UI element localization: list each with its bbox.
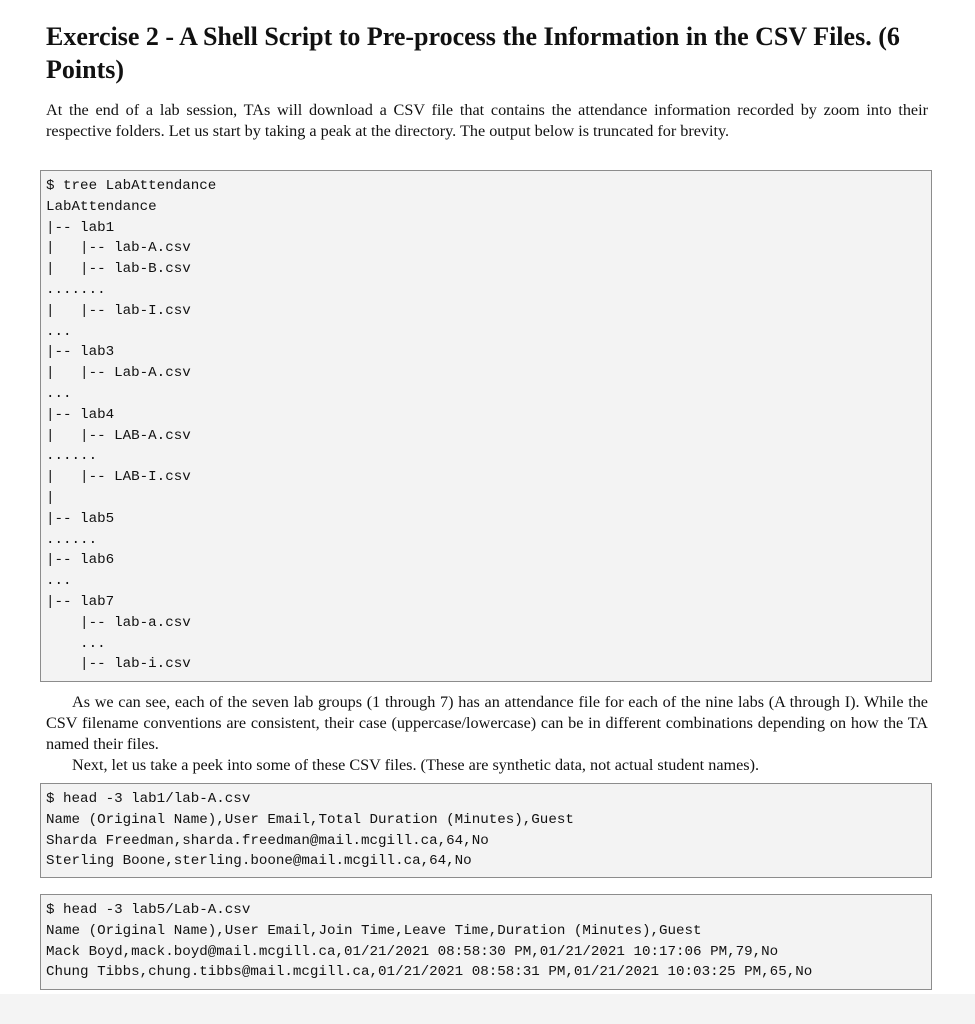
lab-groups-paragraph: As we can see, each of the seven lab groups (1 through 7) has an attendance file for each of the nine labs (A through I). While the CSV filename conventions are consistent, their case (uppercase/lowercase) can be in different combinations depending on how the TA named their files. bbox=[46, 693, 928, 753]
code-line: Sharda Freedman,sharda.freedman@mail.mcgill.ca,64,No bbox=[46, 832, 489, 849]
head-lab5-text bbox=[46, 900, 812, 983]
code-line: |-- lab1 bbox=[46, 219, 115, 236]
tree-listing-code-block bbox=[40, 170, 932, 682]
code-line: | |-- LAB-I.csv bbox=[46, 469, 191, 486]
code-line: | |-- LAB-A.csv bbox=[46, 427, 191, 444]
code-line: $ head -3 lab5/Lab-A.csv bbox=[46, 902, 251, 918]
code-line: |-- lab5 bbox=[46, 510, 115, 527]
page-bottom-margin bbox=[0, 994, 975, 1024]
code-line: $ head -3 lab1/lab-A.csv bbox=[46, 791, 251, 807]
code-line: ...... bbox=[46, 531, 98, 548]
code-line: | |-- lab-B.csv bbox=[46, 261, 191, 278]
code-line: ... bbox=[46, 573, 72, 590]
tree-listing-text bbox=[46, 176, 216, 675]
code-line: |-- lab7 bbox=[46, 593, 115, 610]
code-line: |-- lab6 bbox=[46, 552, 115, 569]
head-lab1-text bbox=[46, 789, 574, 872]
code-line: Mack Boyd,mack.boyd@mail.mcgill.ca,01/21/2021 08:58:30 PM,01/21/2021 10:17:06 PM,79,No bbox=[46, 943, 779, 960]
code-line: |-- lab-i.csv bbox=[46, 656, 191, 673]
code-line: ... bbox=[46, 323, 72, 340]
code-line: | |-- lab-A.csv bbox=[46, 240, 191, 257]
code-line: Sterling Boone,sterling.boone@mail.mcgill.ca,64,No bbox=[46, 853, 472, 870]
csv-peek-paragraph: Next, let us take a peek into some of these CSV files. (These are synthetic data, not actual student names). bbox=[72, 756, 760, 774]
code-line: ....... bbox=[46, 281, 106, 298]
code-line: $ tree LabAttendance bbox=[46, 178, 217, 194]
intro-paragraph: At the end of a lab session, TAs will download a CSV file that contains the attendance information recorded by zoom into their respective folders. Let us start by taking a peak at the directory. The output below is truncated for brevity. bbox=[46, 101, 928, 140]
code-line: ... bbox=[46, 385, 72, 402]
code-line: LabAttendance bbox=[46, 198, 157, 215]
code-line: |-- lab3 bbox=[46, 344, 115, 361]
code-line: ...... bbox=[46, 448, 98, 465]
code-line: Name (Original Name),User Email,Join Time,Leave Time,Duration (Minutes),Guest bbox=[46, 922, 702, 939]
head-lab5-code-block bbox=[40, 894, 932, 990]
code-line: ... bbox=[46, 635, 106, 652]
code-line: | |-- lab-I.csv bbox=[46, 302, 191, 319]
code-line: | bbox=[46, 489, 55, 506]
code-line: Name (Original Name),User Email,Total Duration (Minutes),Guest bbox=[46, 811, 574, 828]
exercise-title: Exercise 2 - A Shell Script to Pre-process the Information in the CSV Files. (6 Points) bbox=[46, 22, 900, 84]
code-line: Chung Tibbs,chung.tibbs@mail.mcgill.ca,01/21/2021 08:58:31 PM,01/21/2021 10:03:25 PM,65,No bbox=[46, 964, 813, 981]
code-line: |-- lab4 bbox=[46, 406, 115, 423]
code-line: |-- lab-a.csv bbox=[46, 614, 191, 631]
code-line: | |-- Lab-A.csv bbox=[46, 365, 191, 382]
head-lab1-code-block bbox=[40, 783, 932, 878]
